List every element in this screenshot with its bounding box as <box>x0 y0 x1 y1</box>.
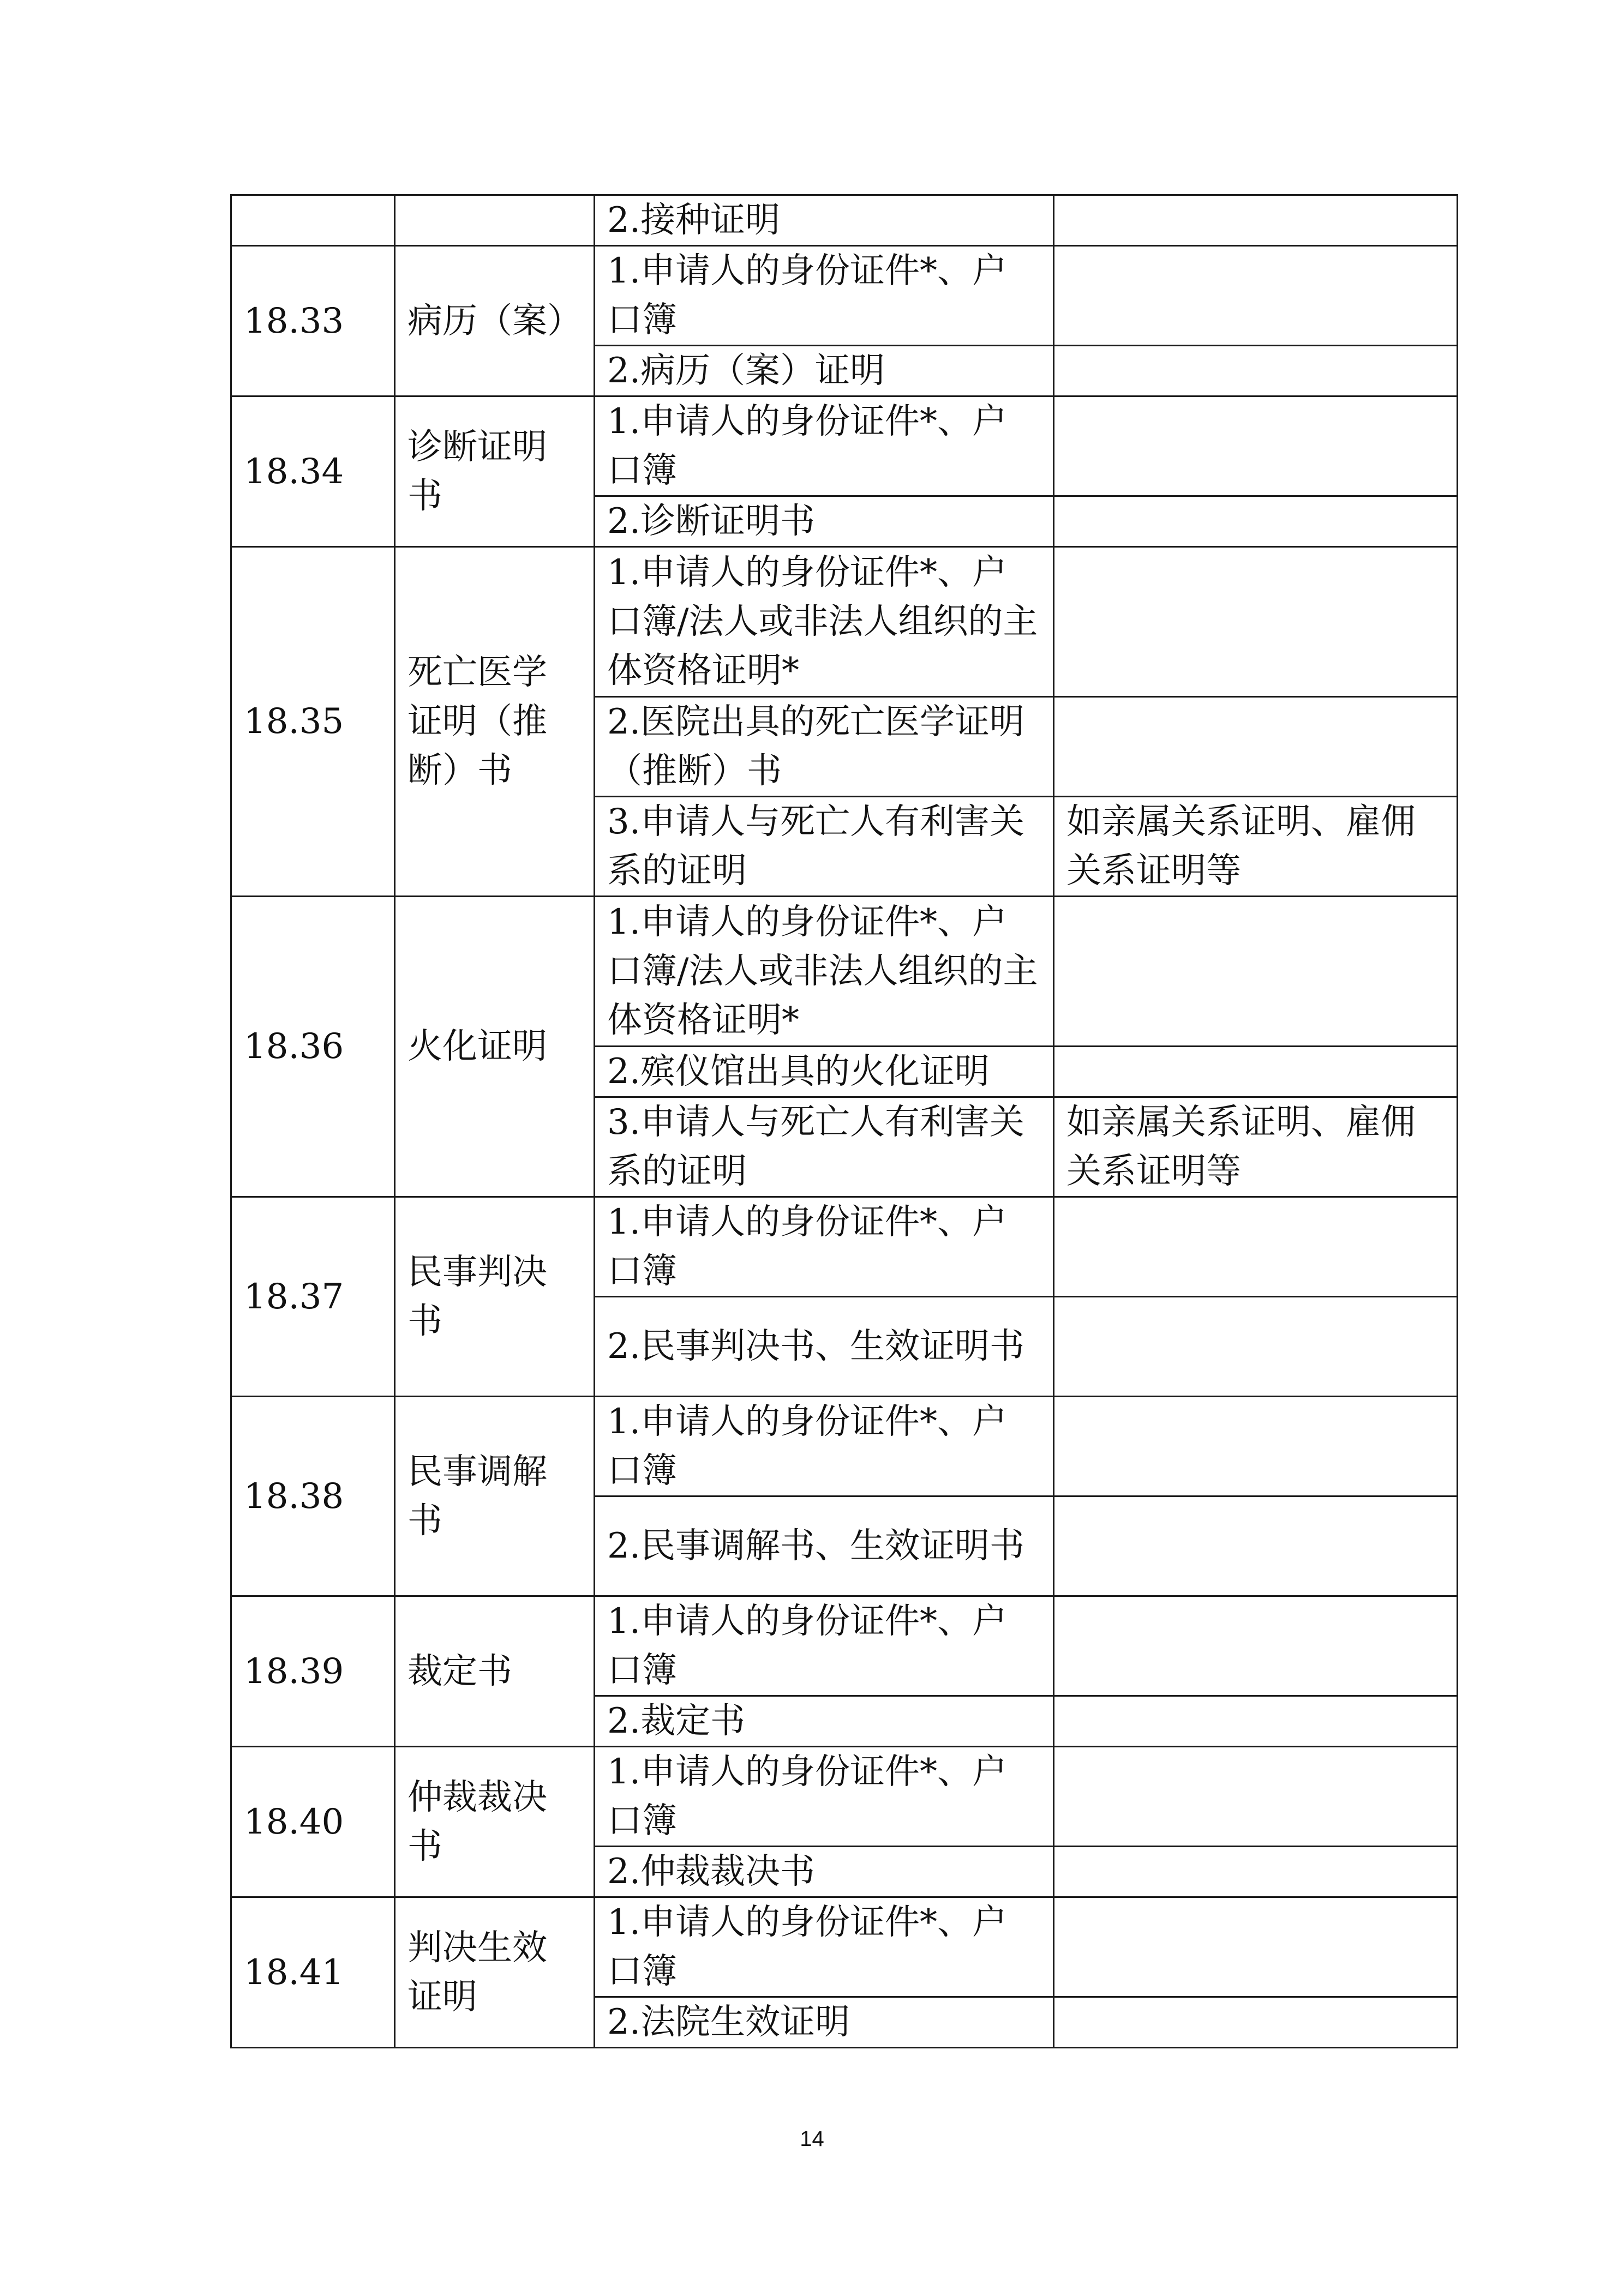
table-row <box>231 1897 1458 1997</box>
material-cell: 3.申请人与死亡人有利害关系的证明 <box>595 797 1054 897</box>
material-cell: 2.裁定书 <box>595 1696 1054 1747</box>
table-row <box>231 396 1458 496</box>
table-row <box>231 1397 1458 1496</box>
material-cell: 1.申请人的身份证件*、户口簿 <box>595 1596 1054 1696</box>
item-name-cell: 死亡医学证明（推断）书 <box>395 547 595 897</box>
material-cell: 1.申请人的身份证件*、户口簿 <box>595 396 1054 496</box>
item-name-cell: 民事调解书 <box>395 1397 595 1596</box>
material-cell: 2.民事判决书、生效证明书 <box>595 1297 1054 1397</box>
material-cell: 1.申请人的身份证件*、户口簿 <box>595 246 1054 346</box>
note-cell <box>1054 1596 1458 1696</box>
page-number: 14 <box>800 2127 824 2151</box>
material-cell: 2.接种证明 <box>595 195 1054 246</box>
item-name-cell: 病历（案） <box>395 246 595 396</box>
item-number-cell: 18.39 <box>231 1596 395 1747</box>
material-cell: 2.诊断证明书 <box>595 496 1054 547</box>
requirements-table <box>230 194 1458 2048</box>
note-cell: 如亲属关系证明、雇佣关系证明等 <box>1054 797 1458 897</box>
item-number-cell: 18.35 <box>231 547 395 897</box>
item-name-cell: 民事判决书 <box>395 1197 595 1397</box>
note-cell <box>1054 1496 1458 1596</box>
note-cell <box>1054 195 1458 246</box>
item-number-cell: 18.34 <box>231 396 395 547</box>
table-row <box>231 1596 1458 1696</box>
material-cell: 2.医院出具的死亡医学证明（推断）书 <box>595 697 1054 797</box>
note-cell <box>1054 1997 1458 2048</box>
material-cell: 1.申请人的身份证件*、户口簿 <box>595 1747 1054 1847</box>
table-row <box>231 547 1458 697</box>
material-cell: 1.申请人的身份证件*、户口簿/法人或非法人组织的主体资格证明* <box>595 897 1054 1047</box>
table-row <box>231 246 1458 346</box>
note-cell: 如亲属关系证明、雇佣关系证明等 <box>1054 1097 1458 1197</box>
table-row <box>231 1197 1458 1297</box>
item-number-cell <box>231 195 395 246</box>
material-cell: 2.仲裁裁决书 <box>595 1847 1054 1897</box>
item-name-cell: 裁定书 <box>395 1596 595 1747</box>
note-cell <box>1054 346 1458 396</box>
note-cell <box>1054 1397 1458 1496</box>
note-cell <box>1054 1847 1458 1897</box>
note-cell <box>1054 1897 1458 1997</box>
item-number-cell: 18.38 <box>231 1397 395 1596</box>
note-cell <box>1054 547 1458 697</box>
note-cell <box>1054 246 1458 346</box>
item-name-cell: 火化证明 <box>395 897 595 1197</box>
item-number-cell: 18.40 <box>231 1747 395 1897</box>
item-name-cell <box>395 195 595 246</box>
material-cell: 2.病历（案）证明 <box>595 346 1054 396</box>
note-cell <box>1054 396 1458 496</box>
material-cell: 1.申请人的身份证件*、户口簿 <box>595 1397 1054 1496</box>
note-cell <box>1054 897 1458 1047</box>
material-cell: 2.法院生效证明 <box>595 1997 1054 2048</box>
item-number-cell: 18.41 <box>231 1897 395 2048</box>
table-row <box>231 195 1458 246</box>
material-cell: 1.申请人的身份证件*、户口簿 <box>595 1897 1054 1997</box>
item-name-cell: 诊断证明书 <box>395 396 595 547</box>
note-cell <box>1054 1297 1458 1397</box>
material-cell: 1.申请人的身份证件*、户口簿/法人或非法人组织的主体资格证明* <box>595 547 1054 697</box>
note-cell <box>1054 1047 1458 1097</box>
note-cell <box>1054 496 1458 547</box>
note-cell <box>1054 1197 1458 1297</box>
item-number-cell: 18.37 <box>231 1197 395 1397</box>
note-cell <box>1054 1696 1458 1747</box>
item-name-cell: 判决生效证明 <box>395 1897 595 2048</box>
item-number-cell: 18.33 <box>231 246 395 396</box>
material-cell: 2.民事调解书、生效证明书 <box>595 1496 1054 1596</box>
material-cell: 2.殡仪馆出具的火化证明 <box>595 1047 1054 1097</box>
table-row <box>231 897 1458 1047</box>
table-row <box>231 1747 1458 1847</box>
material-cell: 3.申请人与死亡人有利害关系的证明 <box>595 1097 1054 1197</box>
material-cell: 1.申请人的身份证件*、户口簿 <box>595 1197 1054 1297</box>
note-cell <box>1054 697 1458 797</box>
note-cell <box>1054 1747 1458 1847</box>
item-name-cell: 仲裁裁决书 <box>395 1747 595 1897</box>
item-number-cell: 18.36 <box>231 897 395 1197</box>
